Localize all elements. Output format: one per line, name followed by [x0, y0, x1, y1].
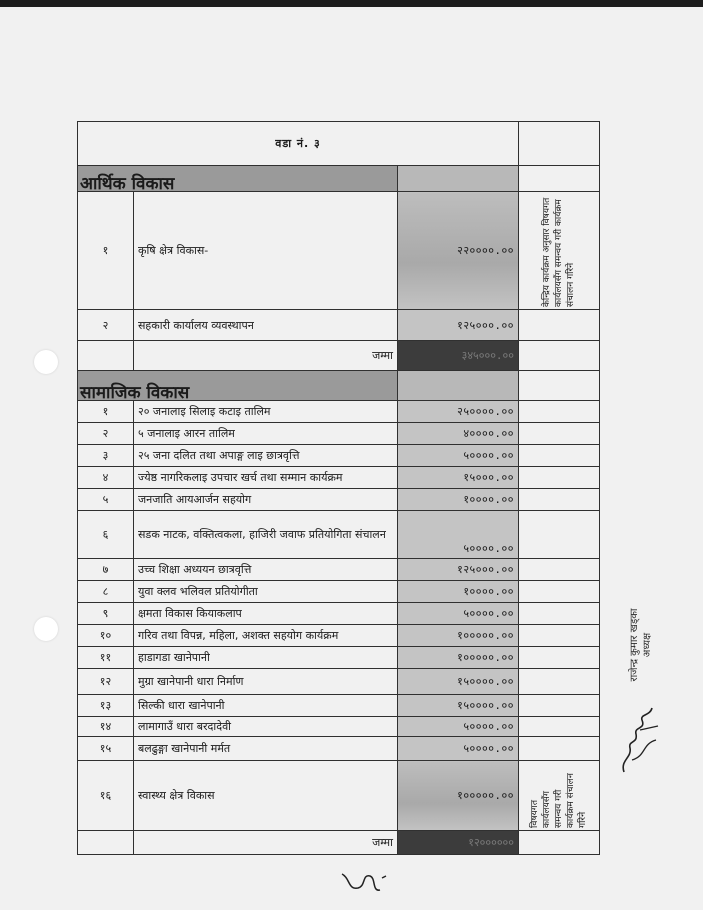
row-number: ३ — [78, 445, 134, 467]
row-description: सिल्की धारा खानेपानी — [134, 695, 398, 717]
row-number: ७ — [78, 559, 134, 581]
row-number: २ — [78, 423, 134, 445]
total-amount: १२०००००० — [398, 831, 519, 855]
row-description: सडक नाटक, वक्तित्वकला, हाजिरी जवाफ प्रतियोगिता संचालन — [134, 511, 398, 559]
row-amount: ५००००.०० — [398, 737, 519, 761]
remarks-text: केन्द्रिय कार्यक्रम अनुसार विषयगत कार्यलयसँग समन्वय गरी कार्यक्रम संचालन गरिने — [542, 197, 576, 307]
empty-cell — [519, 737, 600, 761]
row-description: मुग्रा खानेपानी धारा निर्माण — [134, 669, 398, 695]
empty-cell — [519, 695, 600, 717]
row-number: ९ — [78, 603, 134, 625]
empty-cell — [519, 371, 600, 401]
row-number: १२ — [78, 669, 134, 695]
table-row — [78, 603, 600, 625]
row-description: बलढुङ्गा खानेपानी मर्मत — [134, 737, 398, 761]
total-amount: ३४५०००.०० — [398, 341, 519, 371]
stamp-name: राजेन्द्र कुमार खड्का — [629, 608, 640, 682]
empty-cell — [519, 423, 600, 445]
empty-cell — [519, 445, 600, 467]
stamp-designation: अध्यक्ष — [642, 632, 653, 658]
row-number: १ — [78, 401, 134, 423]
empty-cell — [519, 310, 600, 341]
header-fill — [398, 166, 519, 192]
row-amount: १२५०००.०० — [398, 310, 519, 341]
title-row — [78, 122, 600, 166]
punch-hole — [34, 617, 58, 641]
empty-cell — [78, 341, 134, 371]
row-description: युवा क्लव भलिवल प्रतियोगीता — [134, 581, 398, 603]
header-fill — [398, 371, 519, 401]
table-row — [78, 401, 600, 423]
row-number: ११ — [78, 647, 134, 669]
row-number: ४ — [78, 467, 134, 489]
total-label: जम्मा — [134, 831, 398, 855]
row-description: ज्येष्ठ नागरिकलाइ उपचार खर्च तथा सम्मान कार्यक्रम — [134, 467, 398, 489]
row-amount: १००००.०० — [398, 489, 519, 511]
row-number: १६ — [78, 761, 134, 831]
empty-cell — [519, 341, 600, 371]
row-amount: २२००००.०० — [398, 192, 519, 310]
row-number: ८ — [78, 581, 134, 603]
row-amount: ५००००.०० — [398, 511, 519, 559]
table-row — [78, 192, 600, 310]
social-total-row — [78, 831, 600, 855]
total-label: जम्मा — [134, 341, 398, 371]
row-amount: १२५०००.०० — [398, 559, 519, 581]
empty-cell — [78, 831, 134, 855]
row-amount: २५००००.०० — [398, 401, 519, 423]
row-amount: ५००००.०० — [398, 603, 519, 625]
empty-cell — [519, 511, 600, 559]
row-amount: १५०००.०० — [398, 467, 519, 489]
table-row — [78, 669, 600, 695]
row-description: जनजाति आयआर्जन सहयोग — [134, 489, 398, 511]
social-heading: सामाजिक विकास — [78, 371, 398, 401]
row-amount: १५००००.०० — [398, 695, 519, 717]
empty-cell — [519, 122, 600, 166]
remarks-text: विषयगत कार्यलयसँग समन्वय गरी कार्यक्रम संचालन गरिने — [530, 772, 588, 828]
ward-title: वडा नं. ३ — [78, 122, 519, 166]
row-amount: १०००००.०० — [398, 647, 519, 669]
economic-heading: आर्थिक विकास — [78, 166, 398, 192]
table-row — [78, 559, 600, 581]
empty-cell — [519, 467, 600, 489]
table-row — [78, 581, 600, 603]
table-row — [78, 717, 600, 737]
row-description: स्वास्थ्य क्षेत्र विकास — [134, 761, 398, 831]
row-description: २५ जना दलित तथा अपाङ्ग लाइ छात्रवृत्ति — [134, 445, 398, 467]
row-amount: ४००००.०० — [398, 423, 519, 445]
empty-cell — [519, 489, 600, 511]
row-description: हाडागडा खानेपानी — [134, 647, 398, 669]
row-number: १ — [78, 192, 134, 310]
row-amount: ५००००.०० — [398, 445, 519, 467]
empty-cell — [519, 166, 600, 192]
row-number: ६ — [78, 511, 134, 559]
row-amount: १५००००.०० — [398, 669, 519, 695]
economic-total-row — [78, 341, 600, 371]
punch-hole — [34, 350, 58, 374]
row-description: लामागाउँ धारा बरदादेवी — [134, 717, 398, 737]
budget-table — [77, 121, 600, 855]
row-amount: ५००००.०० — [398, 717, 519, 737]
row-description: सहकारी कार्यालय व्यवस्थापन — [134, 310, 398, 341]
empty-cell — [519, 559, 600, 581]
initials-icon — [336, 866, 396, 906]
table-row — [78, 467, 600, 489]
row-number: १५ — [78, 737, 134, 761]
table-row — [78, 625, 600, 647]
table-row — [78, 423, 600, 445]
table-row — [78, 647, 600, 669]
table-row — [78, 737, 600, 761]
row-description: गरिव तथा विपन्न, महिला, अशक्त सहयोग कार्यक्रम — [134, 625, 398, 647]
row-description: ५ जनालाइ आरन तालिम — [134, 423, 398, 445]
row-number: १४ — [78, 717, 134, 737]
row-amount: १००००.०० — [398, 581, 519, 603]
remarks-cell — [519, 761, 600, 831]
row-description: २० जनालाइ सिलाइ कटाइ तालिम — [134, 401, 398, 423]
table-row — [78, 445, 600, 467]
row-description: उच्च शिक्षा अध्ययन छात्रवृत्ति — [134, 559, 398, 581]
table-row — [78, 761, 600, 831]
row-description: कृषि क्षेत्र विकास- — [134, 192, 398, 310]
table-row — [78, 310, 600, 341]
remarks-cell — [519, 192, 600, 310]
row-description: क्षमता विकास कियाकलाप — [134, 603, 398, 625]
table-row — [78, 489, 600, 511]
empty-cell — [519, 581, 600, 603]
table-row — [78, 511, 600, 559]
row-amount: १०००००.०० — [398, 625, 519, 647]
social-section-header — [78, 371, 600, 401]
row-number: १३ — [78, 695, 134, 717]
empty-cell — [519, 717, 600, 737]
table-row — [78, 695, 600, 717]
row-amount: १०००००.०० — [398, 761, 519, 831]
row-number: २ — [78, 310, 134, 341]
row-number: १० — [78, 625, 134, 647]
empty-cell — [519, 831, 600, 855]
empty-cell — [519, 401, 600, 423]
signature-icon — [612, 700, 672, 780]
row-number: ५ — [78, 489, 134, 511]
economic-section-header — [78, 166, 600, 192]
scan-top-edge — [0, 0, 703, 7]
official-stamp — [586, 608, 696, 682]
